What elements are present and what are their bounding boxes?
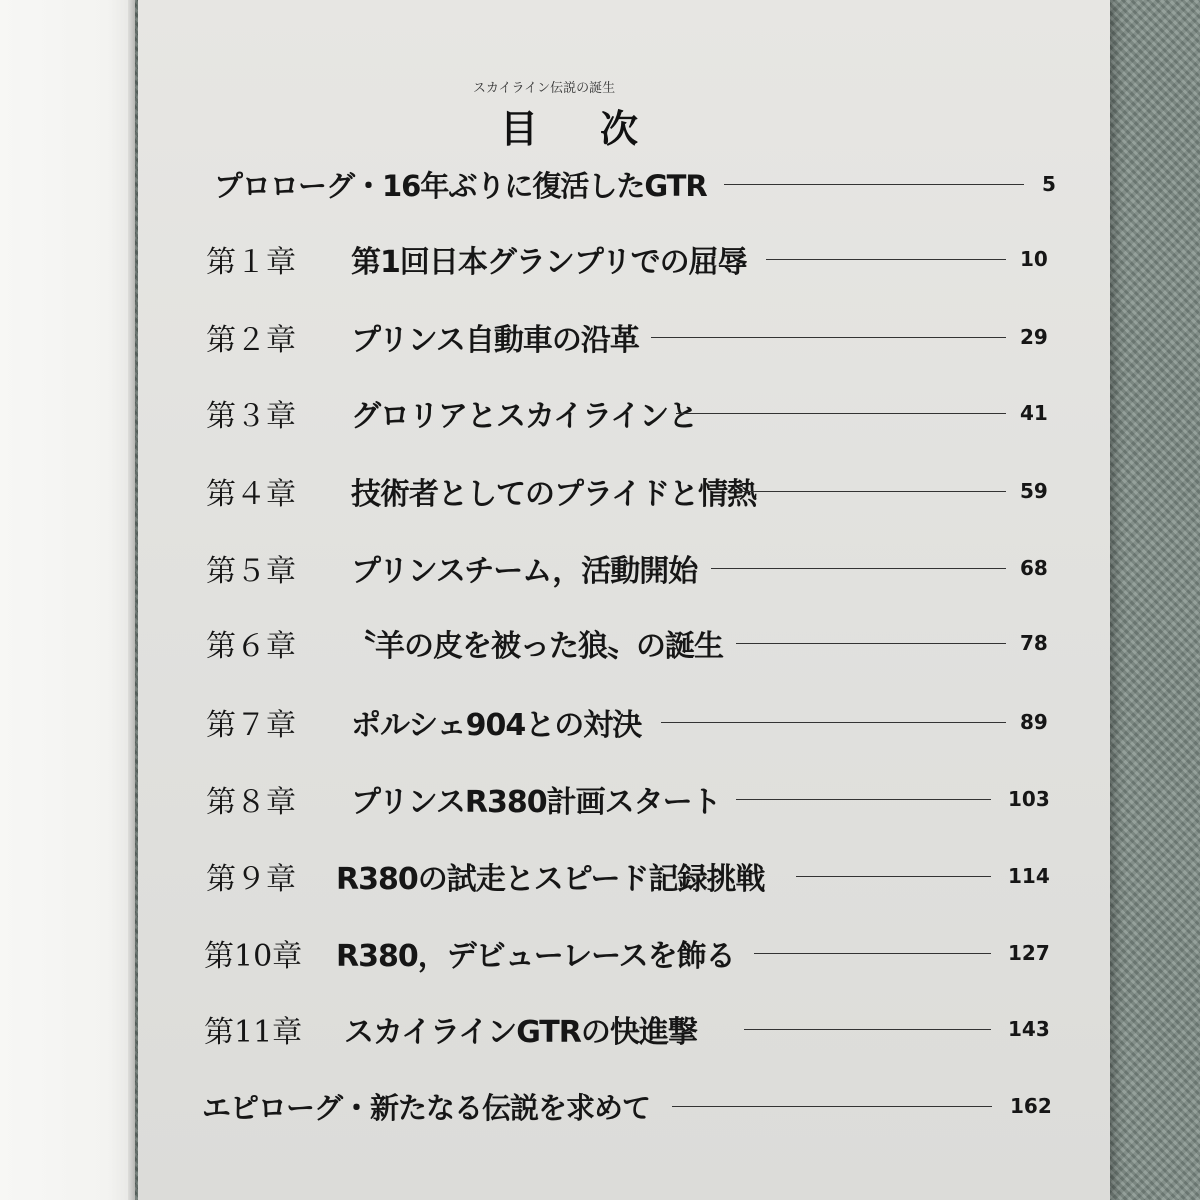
toc-entry-chapter-5 bbox=[206, 546, 1048, 590]
leader-line bbox=[744, 1029, 991, 1030]
chapter-number: 第10章 bbox=[204, 939, 303, 974]
leader-line bbox=[736, 799, 991, 800]
toc-page-number: 59 bbox=[1020, 479, 1048, 503]
toc-entry-title: 技術者としてのプライドと情熱 bbox=[351, 477, 757, 512]
toc-page-number: 78 bbox=[1020, 631, 1048, 655]
toc-page-number: 10 bbox=[1020, 247, 1048, 271]
leader-line bbox=[736, 491, 1006, 492]
leader-line bbox=[766, 259, 1006, 260]
running-title: スカイライン伝説の誕生 bbox=[472, 81, 616, 96]
toc-entry-title: グロリアとスカイラインと bbox=[351, 399, 698, 434]
chapter-number: 第11章 bbox=[204, 1015, 303, 1050]
toc-page-number: 143 bbox=[1008, 1017, 1050, 1041]
toc-entry-title: ポルシェ904との対決 bbox=[351, 708, 642, 743]
toc-entry-title: プリンスチーム，活動開始 bbox=[351, 554, 698, 589]
toc-entry-title: 第1回日本グランプリでの屈辱 bbox=[351, 245, 747, 280]
chapter-number: 第４章 bbox=[206, 477, 296, 512]
toc-entry-chapter-3 bbox=[206, 391, 1048, 435]
chapter-number: 第２章 bbox=[206, 323, 296, 358]
chapter-number: 第３章 bbox=[206, 399, 296, 434]
toc-page bbox=[138, 0, 1110, 1200]
page-title: 目次 bbox=[500, 106, 701, 151]
toc-entry-chapter-10 bbox=[204, 931, 1050, 975]
toc-entry-prologue bbox=[214, 162, 1056, 206]
chapter-number: 第７章 bbox=[206, 708, 296, 743]
chapter-number: 第１章 bbox=[206, 245, 296, 280]
chapter-number: 第６章 bbox=[206, 629, 296, 664]
leader-line bbox=[724, 184, 1024, 185]
toc-page-number: 89 bbox=[1020, 710, 1048, 734]
toc-entry-title: R380の試走とスピード記録挑戦 bbox=[336, 862, 765, 897]
leader-line bbox=[661, 722, 1006, 723]
leader-line bbox=[711, 568, 1006, 569]
toc-entry-title: プリンス自動車の沿革 bbox=[351, 323, 639, 358]
toc-page-number: 162 bbox=[1010, 1094, 1052, 1118]
toc-entry-chapter-8 bbox=[206, 777, 1050, 821]
leader-line bbox=[736, 643, 1006, 644]
toc-entry-title: プリンスR380計画スタート bbox=[351, 785, 721, 820]
leader-line bbox=[754, 953, 991, 954]
left-page-margin bbox=[0, 0, 135, 1200]
toc-page-number: 68 bbox=[1020, 556, 1048, 580]
toc-page-number: 41 bbox=[1020, 401, 1048, 425]
toc-entry-chapter-9 bbox=[206, 854, 1050, 898]
leader-line bbox=[796, 876, 991, 877]
toc-entry-chapter-2 bbox=[206, 315, 1048, 359]
toc-page-number: 29 bbox=[1020, 325, 1048, 349]
chapter-number: 第５章 bbox=[206, 554, 296, 589]
toc-page-number: 5 bbox=[1042, 172, 1056, 196]
toc-entry-title: エピローグ・新たなる伝説を求めて bbox=[202, 1090, 651, 1125]
toc-entry-title: プロローグ・16年ぶりに復活したGTR bbox=[214, 168, 707, 203]
leader-line bbox=[676, 413, 1006, 414]
toc-entry-chapter-7 bbox=[206, 700, 1048, 744]
toc-entry-chapter-4 bbox=[206, 469, 1048, 513]
toc-entry-title: スカイラインGTRの快進撃 bbox=[344, 1015, 697, 1050]
chapter-number: 第９章 bbox=[206, 862, 296, 897]
toc-page-number: 114 bbox=[1008, 864, 1050, 888]
toc-entry-chapter-1 bbox=[206, 237, 1048, 281]
chapter-number: 第８章 bbox=[206, 785, 296, 820]
leader-line bbox=[672, 1106, 992, 1107]
leader-line bbox=[651, 337, 1006, 338]
toc-entry-chapter-6 bbox=[206, 621, 1048, 665]
toc-entry-chapter-11 bbox=[204, 1007, 1050, 1051]
toc-page-number: 127 bbox=[1008, 941, 1050, 965]
toc-entry-title: R380，デビューレースを飾る bbox=[336, 939, 735, 974]
toc-entry-epilogue bbox=[202, 1084, 1052, 1128]
toc-entry-title: 〝羊の皮を被った狼〟の誕生 bbox=[346, 629, 723, 664]
toc-page-number: 103 bbox=[1008, 787, 1050, 811]
